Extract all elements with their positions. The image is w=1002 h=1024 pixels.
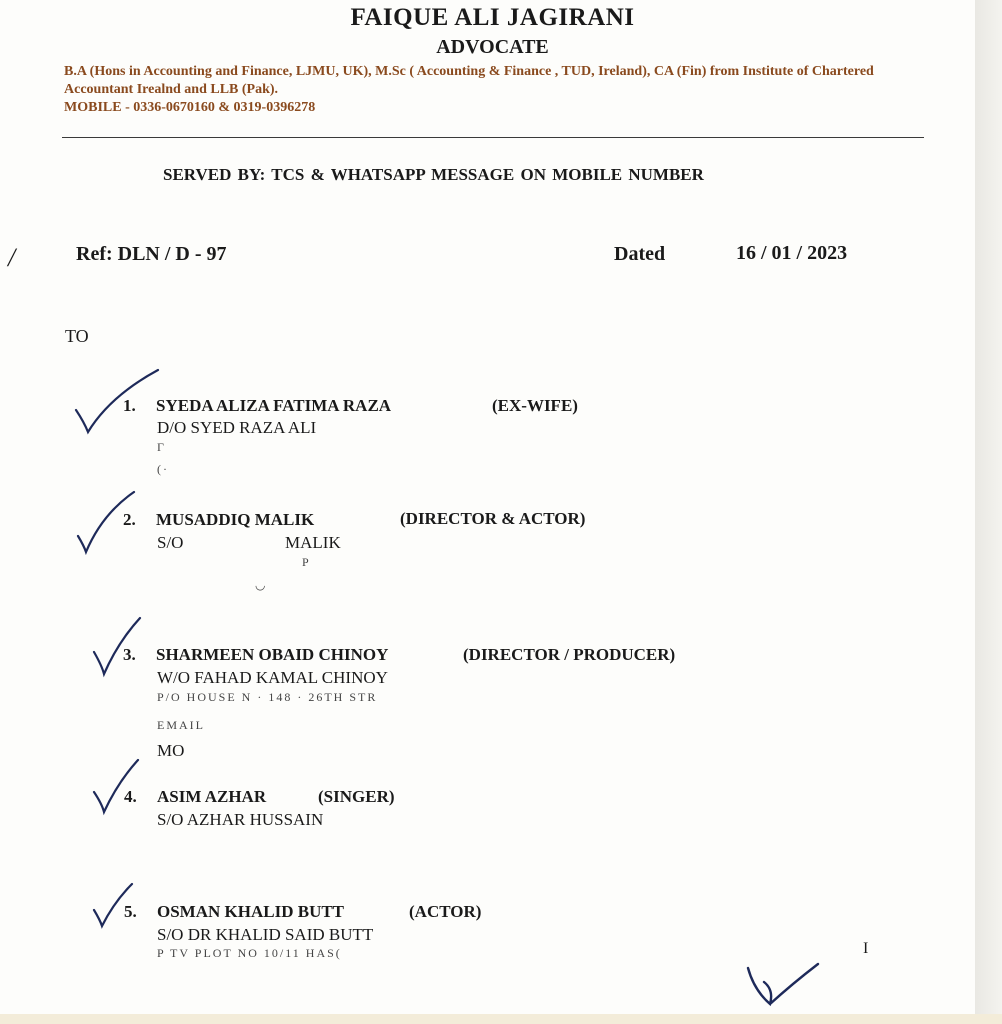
margin-pen-mark: /: [8, 243, 16, 272]
recipient-1-number: 1.: [123, 396, 136, 415]
dated-value: 16 / 01 / 2023: [736, 242, 848, 264]
recipient-4-name: ASIM AZHAR: [157, 787, 267, 806]
recipient-1-relation: D/O SYED RAZA ALI: [157, 418, 317, 437]
advocate-name: FAIQUE ALI JAGIRANI: [350, 4, 635, 31]
recipient-1-address-fragment: (·: [157, 462, 169, 476]
recipient-2-name: MUSADDIQ MALIK: [156, 510, 315, 529]
recipient-5-number: 5.: [124, 902, 137, 921]
page-mark: I: [863, 940, 869, 957]
page-edge-shadow: [975, 0, 1002, 1024]
recipient-3-email-fragment: EMAIL: [157, 718, 205, 732]
recipient-5-name: OSMAN KHALID BUTT: [157, 902, 345, 921]
checkmark-icon: [90, 614, 150, 680]
recipient-3-role: (DIRECTOR / PRODUCER): [463, 645, 676, 664]
recipient-2-relation-suffix: MALIK: [285, 533, 341, 552]
recipient-5-role: (ACTOR): [409, 902, 482, 921]
recipient-2-address-fragment: ◡: [255, 578, 268, 592]
bottom-background-strip: [0, 1014, 1002, 1024]
mobile-numbers: MOBILE - 0336-0670160 & 0319-0396278: [64, 100, 316, 115]
large-checkmark-icon: [744, 960, 824, 1014]
reference-number: Ref: DLN / D - 97: [76, 243, 227, 265]
header-divider: [62, 137, 924, 138]
recipient-3-mobile-fragment: MO: [157, 741, 185, 760]
recipient-4-number: 4.: [124, 787, 137, 806]
recipient-1-name: SYEDA ALIZA FATIMA RAZA: [156, 396, 392, 415]
recipient-2-address-fragment: P: [302, 555, 311, 569]
dated-label: Dated: [614, 243, 666, 265]
recipient-2-role: (DIRECTOR & ACTOR): [400, 509, 586, 528]
recipient-1-role: (EX-WIFE): [492, 396, 578, 415]
recipient-5-address-fragment: P TV PLOT NO 10/11 HAS(: [157, 946, 342, 960]
recipient-3-address-fragment: P/O HOUSE N · 148 · 26TH STR: [157, 690, 378, 704]
recipient-2-relation-prefix: S/O: [157, 533, 184, 552]
checkmark-icon: [90, 756, 150, 818]
recipient-5-relation: S/O DR KHALID SAID BUTT: [157, 925, 374, 944]
advocate-title: ADVOCATE: [436, 36, 549, 58]
qualifications-block: [64, 63, 924, 117]
recipient-2-number: 2.: [123, 510, 136, 529]
recipient-1-address-fragment: Γ: [157, 440, 166, 454]
recipient-3-relation: W/O FAHAD KAMAL CHINOY: [157, 668, 388, 687]
recipient-3-name: SHARMEEN OBAID CHINOY: [156, 645, 389, 664]
served-by-line: SERVED BY: TCS & WHATSAPP MESSAGE ON MOBILE NUMBER: [163, 165, 704, 184]
recipient-3-number: 3.: [123, 645, 136, 664]
to-label: TO: [65, 326, 89, 346]
recipient-4-relation: S/O AZHAR HUSSAIN: [157, 810, 324, 829]
checkmark-icon: [70, 366, 165, 438]
recipient-4-role: (SINGER): [318, 787, 395, 806]
qualifications-text: B.A (Hons in Accounting and Finance, LJMU, UK), M.Sc ( Accounting & Finance , TUD, Ireland), CA (Fin) from Institute of Chartered Accountant Irealnd and LLB (Pak).: [64, 64, 874, 97]
